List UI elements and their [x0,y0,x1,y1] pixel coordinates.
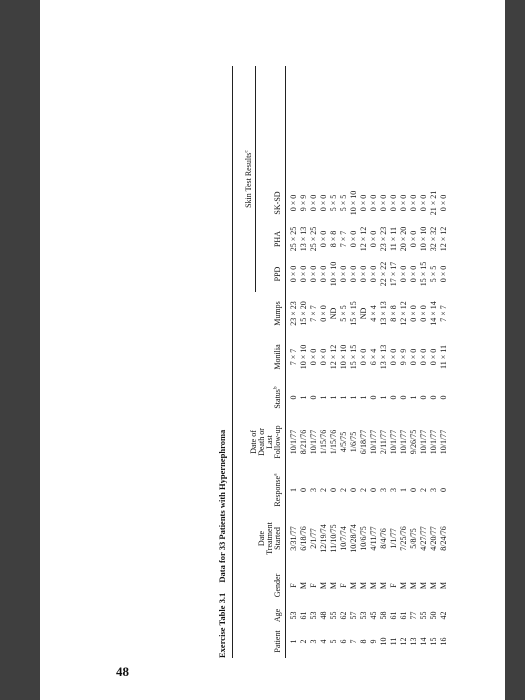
table-cell: 0 [389,395,398,400]
table-cell: 77 [409,611,418,620]
table-cell: 22 × 22 [379,261,388,287]
table-cell: M [349,581,358,590]
table-cell: 0 × 0 [289,265,298,283]
table-cell: 0 × 0 [419,305,428,322]
table-caption-text: Data for 33 Patients with Hypernephroma [217,429,227,583]
table-cell: 8 [359,639,368,644]
column-header-line: Started [273,527,282,550]
table-cell: 10/1/77 [289,429,298,455]
table-cell: 1 [299,395,308,400]
table-cell: 25 × 25 [309,226,318,252]
table-cell: 10 × 10 [299,344,308,370]
table-cell: F [339,583,348,588]
table-cell: 5/8/75 [409,528,418,549]
table-cell: 6/18/77 [359,429,368,455]
column-header-line: PPD [273,266,282,282]
table-cell: M [399,581,408,590]
table-cell: 2 [319,488,328,492]
table-cell: 2/11/77 [379,429,388,455]
table-cell: 3 [309,639,318,644]
table-cell: 0 × 0 [389,194,398,212]
table-cell: 1 [349,395,358,400]
column-monilia [289,335,449,379]
table-cell: 10/28/74 [349,524,358,553]
table-cell: 15 × 15 [419,261,428,287]
skin-test-group-footnote-mark: c [243,150,250,153]
table-cell: 12 × 12 [439,226,448,252]
table-cell: 6 [339,639,348,644]
table-cell: 12 [399,637,408,646]
table-cell: 0 × 0 [359,348,368,366]
column-date_started [289,512,449,565]
column-header-line: Response$^a$ [272,473,282,507]
table-cell: 23 × 23 [379,226,388,252]
table-cell: 5 [329,639,338,644]
table-cell: 0 × 0 [379,194,388,212]
table-cell: 8 × 8 [389,305,398,322]
column-header-response [234,468,282,512]
table-cell: 0 [329,488,338,492]
table-cell: 10/1/77 [309,429,318,455]
table-cell: 0 × 0 [369,194,378,212]
table-cell: 45 [369,611,378,620]
column-age [289,606,449,625]
table-cell: 2 [419,488,428,492]
table-cell: 2/1/77 [309,528,318,549]
column-followup [289,416,449,468]
column-header-line: Age [273,608,282,623]
column-response [289,468,449,512]
table-cell: 0 × 0 [409,194,418,212]
table-cell: 1 [289,639,298,644]
table-cell: 2 [299,639,308,644]
table-cell: M [379,581,388,590]
table-cell: 7 × 7 [339,230,348,248]
table-cell: F [289,583,298,588]
skin-test-group-label: Skin Test Results [244,152,253,208]
table-cell: 1/1/77 [389,528,398,549]
table-cell: 0 × 0 [349,230,358,248]
table-cell: M [329,581,338,590]
table-cell: M [409,581,418,590]
table-cell: 53 [359,611,368,620]
table-cell: 0 × 0 [429,348,438,366]
table-cell: 15 × 15 [349,301,358,326]
rotated-table [217,66,448,658]
table-cell: 10 × 10 [339,344,348,370]
table-cell: 10 [379,637,388,646]
table-cell: 5 × 5 [329,194,338,212]
table-caption [218,66,228,658]
table-cell: 8/4/76 [379,528,388,549]
table-cell: 0 × 0 [399,194,408,212]
table-cell: 0 × 0 [409,348,418,366]
table-cell: 0 × 0 [349,265,358,283]
table-cell: 4/27/77 [419,526,428,551]
table-cell: 50 [429,611,438,620]
column-ppd [289,256,449,292]
table-cell: 9 × 9 [399,348,408,366]
table-cell: 13 [409,637,418,646]
table-cell: 14 × 14 [429,301,438,326]
table-cell: M [319,581,328,590]
table-cell: 0 [409,488,418,492]
table-cell: 6/18/76 [299,526,308,551]
table-cell: 3 [389,488,398,492]
column-header-status [234,379,282,416]
table-cell: 15 × 20 [299,301,308,326]
column-header-monilia [234,335,282,379]
column-header-line: Mumps [273,301,282,326]
table-cell: 8/21/76 [299,429,308,455]
table-cell: 10/1/77 [439,429,448,455]
table-cell: 0 × 0 [409,305,418,322]
table-cell: 10/6/75 [359,526,368,551]
table-cell: ND [359,307,368,320]
column-header-gender [234,565,282,606]
table-cell: 55 [419,611,428,620]
column-header-line: Patient [273,630,282,653]
table-cell: 0 [429,395,438,400]
column-header-line: Follow-up [273,425,282,459]
table-cell: 14 [419,637,428,646]
column-header-line: Gender [273,573,282,598]
table-cell: 13 × 13 [379,301,388,326]
table-cell: 0 × 0 [389,348,398,366]
table-cell: 10/1/77 [429,429,438,455]
table-cell: 53 [309,611,318,620]
column-header-line: Date of [249,430,258,454]
page-number: 48 [116,664,129,679]
table-cell: 13 × 13 [379,344,388,370]
table-cell: 0 × 0 [419,194,428,212]
table-cell: 0 [399,395,408,400]
table-cell: 0 × 0 [409,265,418,283]
table-cell: 0 [349,488,358,492]
table-cell: 0 × 0 [359,194,368,212]
table-caption-number: Exercise Table 3.1 [217,592,227,658]
table-cell: 1 [319,395,328,400]
table-cell: 5 × 5 [429,265,438,283]
table-cell: 1/15/76 [319,429,328,455]
table-cell: 0 × 0 [319,230,328,248]
column-pha [289,222,449,256]
table-cell: 2 [339,488,348,492]
table-cell: 0 × 0 [439,194,448,212]
table-cell: 55 [329,611,338,620]
table-cell: 4 × 4 [369,305,378,322]
table-cell: 0 [369,395,378,400]
table-cell: 0 × 0 [319,348,328,366]
column-header-line: Date [257,530,266,547]
table-cell: 7 [349,639,358,644]
table-cell: 7 × 7 [309,305,318,322]
table-cell: 0 × 0 [419,348,428,366]
column-header-mumps [234,292,282,335]
table-cell: 10 × 10 [349,190,358,216]
table-cell: 7/25/76 [399,526,408,551]
table-cell: 3 [309,488,318,492]
table-cell: 8/24/76 [439,526,448,551]
table-cell: 0 × 0 [299,265,308,283]
table-cell: 0 × 0 [409,230,418,248]
table-cell: 11 × 11 [439,345,448,369]
table-cell: 0 × 0 [319,194,328,212]
table-cell: 4 [319,639,328,644]
table-top-rule [232,66,233,658]
table-cell: M [429,581,438,590]
table-cell: 0 × 0 [399,265,408,283]
table-cell: 1 [329,395,338,400]
table-cell: 9 × 9 [299,194,308,212]
table-cell: 5 × 5 [339,194,348,212]
table-cell: 10 × 10 [329,261,338,287]
table-cell: 15 × 15 [349,344,358,370]
table-cell: 61 [389,611,398,620]
table-cell: 13 × 13 [299,226,308,252]
table-header-rule [285,66,286,658]
table-cell: 25 × 25 [289,226,298,252]
column-header-line: Monilia [273,344,282,370]
table-cell: 0 × 0 [439,265,448,283]
column-header-line: Death or [257,428,266,456]
table-cell: 4/5/75 [339,431,348,453]
column-header-line: Last [265,435,274,449]
table-cell: 3 [429,488,438,492]
table-cell: 10/1/77 [419,429,428,455]
column-patient [289,625,449,658]
table-cell: 48 [319,611,328,620]
table-cell: M [419,581,428,590]
table-cell: 0 × 0 [289,194,298,212]
column-header-age [234,606,282,625]
column-header-footnote-mark: b [272,386,279,390]
table-cell: 10/7/74 [339,526,348,551]
table-cell: 58 [379,611,388,620]
column-header-date_started [234,512,282,565]
table-cell: 1/15/76 [329,429,338,455]
column-header-footnote-mark: a [272,473,279,476]
table-cell: 11 [389,637,398,646]
table-cell: 53 [289,611,298,620]
table-cell: 7 × 7 [289,348,298,366]
table-cell: 61 [399,611,408,620]
table-cell: 0 [419,395,428,400]
table-cell: 0 [309,395,318,400]
table-cell: 10 × 10 [419,226,428,252]
table-cell: 23 × 23 [289,301,298,326]
column-sksd [289,184,449,222]
table-cell: 4/11/77 [369,526,378,551]
table-cell: M [439,581,448,590]
table-cell: 11/10/75 [329,524,338,553]
table-cell: 62 [339,611,348,620]
table-cell: 0 × 0 [319,305,328,322]
table-cell: 9/26/75 [409,429,418,455]
column-mumps [289,292,449,335]
table-cell: 5 × 5 [339,305,348,322]
table-cell: 42 [439,611,448,620]
document-page [40,0,505,700]
table-cell: 0 [439,488,448,492]
table-cell: 0 × 0 [319,265,328,283]
table-cell: 32 × 32 [429,226,438,252]
table-cell: 10/1/77 [389,429,398,455]
table-cell: F [309,583,318,588]
column-header-followup [234,416,282,468]
column-header-ppd [234,256,282,292]
column-header-sksd [234,184,282,222]
table-cell: 0 × 0 [369,230,378,248]
table-cell: M [369,581,378,590]
table-cell: 15 [429,637,438,646]
table-cell: 61 [299,611,308,620]
table-cell: 6 × 4 [369,348,378,366]
table-cell: 1 [359,395,368,400]
table-cell: 16 [439,637,448,646]
table-cell: M [359,581,368,590]
table-cell: 10/1/77 [369,429,378,455]
column-header-line: Treatment [265,522,274,555]
table-cell: 0 × 0 [359,265,368,283]
table-cell: 0 × 0 [309,265,318,283]
column-header-pha [234,222,282,256]
table-cell: ND [329,307,338,320]
table-cell: 1 [399,488,408,492]
table-cell: 0 × 0 [309,348,318,366]
table-cell: 1 [289,488,298,492]
table-cell: M [299,581,308,590]
table-cell: 12 × 12 [359,226,368,252]
table-cell: 17 × 17 [389,261,398,287]
table-cell: 0 [289,395,298,400]
table-cell: 10/1/77 [399,429,408,455]
table-cell: 12 × 12 [329,344,338,370]
column-header-line: SK-SD [273,191,282,215]
table-cell: 3 [379,488,388,492]
table-cell: 21 × 21 [429,190,438,216]
table-cell: 1 [379,395,388,400]
column-header-line: Status$^b$ [272,386,282,409]
table-cell: 57 [349,611,358,620]
column-gender [289,565,449,606]
table-cell: 12 × 12 [399,301,408,326]
table-cell: 3/31/77 [289,526,298,551]
table-cell: 1/6/75 [349,431,358,453]
table-cell: 0 [439,395,448,400]
column-status [289,379,449,416]
column-header-patient [234,625,282,658]
table-cell: 9 [369,639,378,644]
table-cell: 1 [409,395,418,400]
table-cell: 0 × 0 [339,265,348,283]
table-cell: 0 × 0 [369,265,378,283]
table-cell: 20 × 20 [399,226,408,252]
table-cell: F [389,583,398,588]
table-cell: 0 [369,488,378,492]
table-cell: 0 [299,488,308,492]
table-cell: 0 × 0 [309,194,318,212]
column-header-line: PHA [273,231,282,248]
table-cell: 2 [359,488,368,492]
table-cell: 11 × 11 [389,227,398,251]
table-cell: 8 × 8 [329,230,338,248]
table-cell: 1 [339,395,348,400]
table-cell: 4/20/77 [429,526,438,551]
table-cell: 12/19/74 [319,524,328,553]
table-cell: 7 × 7 [439,305,448,322]
